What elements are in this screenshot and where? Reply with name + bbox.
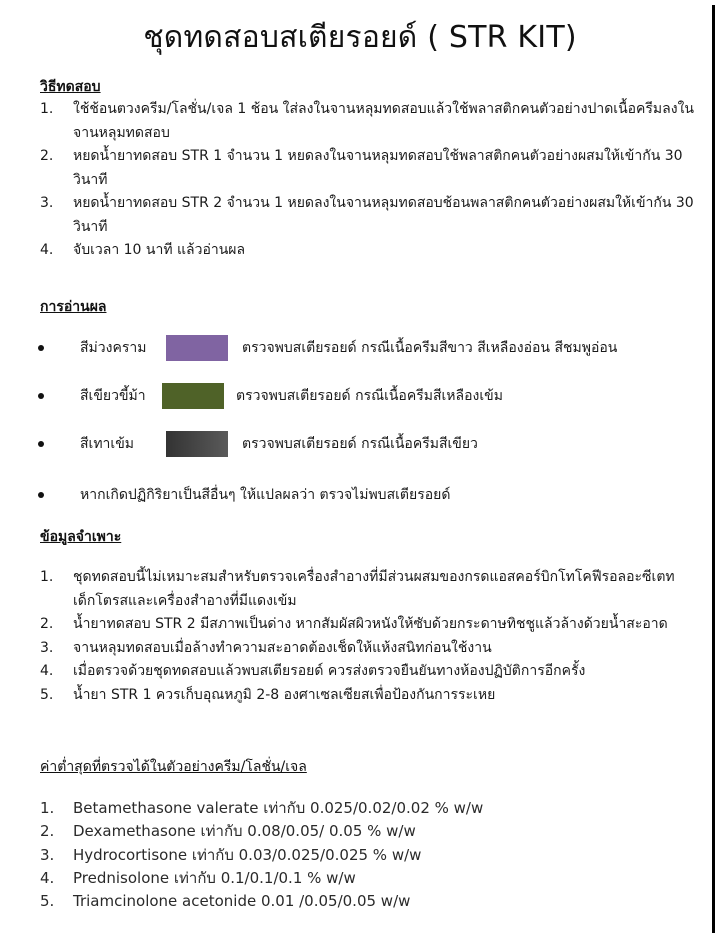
color-swatch-gray xyxy=(166,431,228,457)
bullet-icon xyxy=(38,345,44,351)
document-title: ชุดทดสอบสเตียรอยด์ ( STR KIT) xyxy=(143,20,577,55)
item-text: Betamethasone valerate เท่ากับ 0.025/0.02/0.02 % w/w xyxy=(73,799,484,817)
procedure-step xyxy=(40,145,700,192)
result-color-label: สีเขียวขี้ม้า xyxy=(80,388,146,404)
detection-limit-item xyxy=(40,890,700,913)
item-number: 4. xyxy=(40,868,55,887)
procedure-step xyxy=(40,98,700,145)
specifics-list xyxy=(40,566,700,707)
result-color-label: สีม่วงคราม xyxy=(80,340,147,356)
specifics-item xyxy=(40,613,700,637)
detection-limit-item xyxy=(40,844,700,867)
results-heading: การอ่านผล xyxy=(40,299,107,315)
result-item-green xyxy=(38,383,503,409)
specifics-heading: ข้อมูลจำเพาะ xyxy=(40,529,122,545)
item-number: 2. xyxy=(40,616,54,632)
color-swatch-green xyxy=(162,383,224,409)
step-number: 4. xyxy=(40,242,54,258)
result-color-label: สีเทาเข้ม xyxy=(80,436,135,452)
result-text: ตรวจพบสเตียรอยด์ กรณีเนื้อครีมสีเขียว xyxy=(242,436,478,452)
item-text: Prednisolone เท่ากับ 0.1/0.1/0.1 % w/w xyxy=(73,868,356,887)
step-number: 2. xyxy=(40,148,54,164)
specifics-item xyxy=(40,684,700,708)
result-item-purple xyxy=(38,335,617,361)
item-number: 3. xyxy=(40,639,54,656)
specifics-item xyxy=(40,660,700,684)
item-number: 4. xyxy=(40,663,54,679)
step-text: หยดน้ำยาทดสอบ STR 1 จำนวน 1 หยดลงในจานหลุมทดสอบใช้พลาสติกคนตัวอย่างผสมให้เข้ากัน 30 วินาที xyxy=(73,148,683,188)
procedure-heading: วิธีทดสอบ xyxy=(40,79,101,95)
item-number: 2. xyxy=(40,822,55,841)
item-number: 1. xyxy=(40,799,55,817)
result-item-gray xyxy=(38,431,478,457)
item-number: 1. xyxy=(40,569,54,585)
detection-limit-item xyxy=(40,820,700,843)
bullet-icon xyxy=(38,441,44,447)
detection-limits-list xyxy=(40,797,700,913)
result-text: ตรวจพบสเตียรอยด์ กรณีเนื้อครีมสีเหลืองเข้ม xyxy=(236,388,503,404)
page-right-border xyxy=(712,5,715,933)
item-number: 5. xyxy=(40,892,55,911)
bullet-icon xyxy=(38,492,44,498)
procedure-list xyxy=(40,98,700,263)
item-text: น้ำยาทดสอบ STR 2 มีสภาพเป็นด่าง หากสัมผัสผิวหนังให้ซับด้วยกระดาษทิชชูแล้วล้างด้วยน้ำสะอาด xyxy=(73,616,668,632)
item-text: Triamcinolone acetonide 0.01 /0.05/0.05 w/w xyxy=(73,892,411,911)
step-text: จับเวลา 10 นาที แล้วอ่านผล xyxy=(73,242,246,258)
step-number: 1. xyxy=(40,101,54,117)
result-other-text: หากเกิดปฏิกิริยาเป็นสีอื่นๆ ให้แปลผลว่า ตรวจไม่พบสเตียรอยด์ xyxy=(80,487,451,503)
result-text: ตรวจพบสเตียรอยด์ กรณีเนื้อครีมสีขาว สีเหลืองอ่อน สีชมพูอ่อน xyxy=(242,340,618,356)
result-item-other xyxy=(38,484,450,506)
item-text: ชุดทดสอบนี้ไม่เหมาะสมสำหรับตรวจเครื่องสำอางที่มีส่วนผสมของกรดแอสคอร์บิกโทโคฟีรอลอะซีเตท เด็กโตรสและเครื่องสำอางที่มีแดงเข้ม xyxy=(73,569,675,609)
specifics-item xyxy=(40,566,700,613)
item-text: Hydrocortisone เท่ากับ 0.03/0.025/0.025 % w/w xyxy=(73,845,422,864)
item-number: 3. xyxy=(40,845,55,864)
item-number: 5. xyxy=(40,686,54,703)
step-text: ใช้ช้อนตวงครีม/โลชั่น/เจล 1 ช้อน ใส่ลงในจานหลุมทดสอบแล้วใช้พลาสติกคนตัวอย่างปาดเนื้อครีมลงในจานหลุมทดสอบ xyxy=(73,101,694,141)
detection-limit-item xyxy=(40,797,700,820)
item-text: น้ำยา STR 1 ควรเก็บอุณหภูมิ 2-8 องศาเซลเซียสเพื่อป้องกันการระเหย xyxy=(73,686,496,703)
bullet-icon xyxy=(38,393,44,399)
detection-limits-heading: ค่าต่ำสุดที่ตรวจได้ในตัวอย่างครีม/โลชั่น/เจล xyxy=(40,759,307,775)
procedure-step xyxy=(40,192,700,239)
color-swatch-purple xyxy=(166,335,228,361)
item-text: จานหลุมทดสอบเมื่อล้างทำความสะอาดต้องเช็ดให้แห้งสนิทก่อนใช้งาน xyxy=(73,639,492,656)
step-text: หยดน้ำยาทดสอบ STR 2 จำนวน 1 หยดลงในจานหลุมทดสอบช้อนพลาสติกคนตัวอย่างผสมให้เข้ากัน 30 วินาที xyxy=(73,195,694,235)
specifics-item xyxy=(40,637,700,661)
item-text: เมื่อตรวจด้วยชุดทดสอบแล้วพบสเตียรอยด์ ควรส่งตรวจยืนยันทางห้องปฏิบัติการอีกครั้ง xyxy=(73,663,586,679)
step-number: 3. xyxy=(40,195,54,211)
detection-limit-item xyxy=(40,867,700,890)
procedure-step xyxy=(40,239,700,263)
item-text: Dexamethasone เท่ากับ 0.08/0.05/ 0.05 % w/w xyxy=(73,822,416,841)
